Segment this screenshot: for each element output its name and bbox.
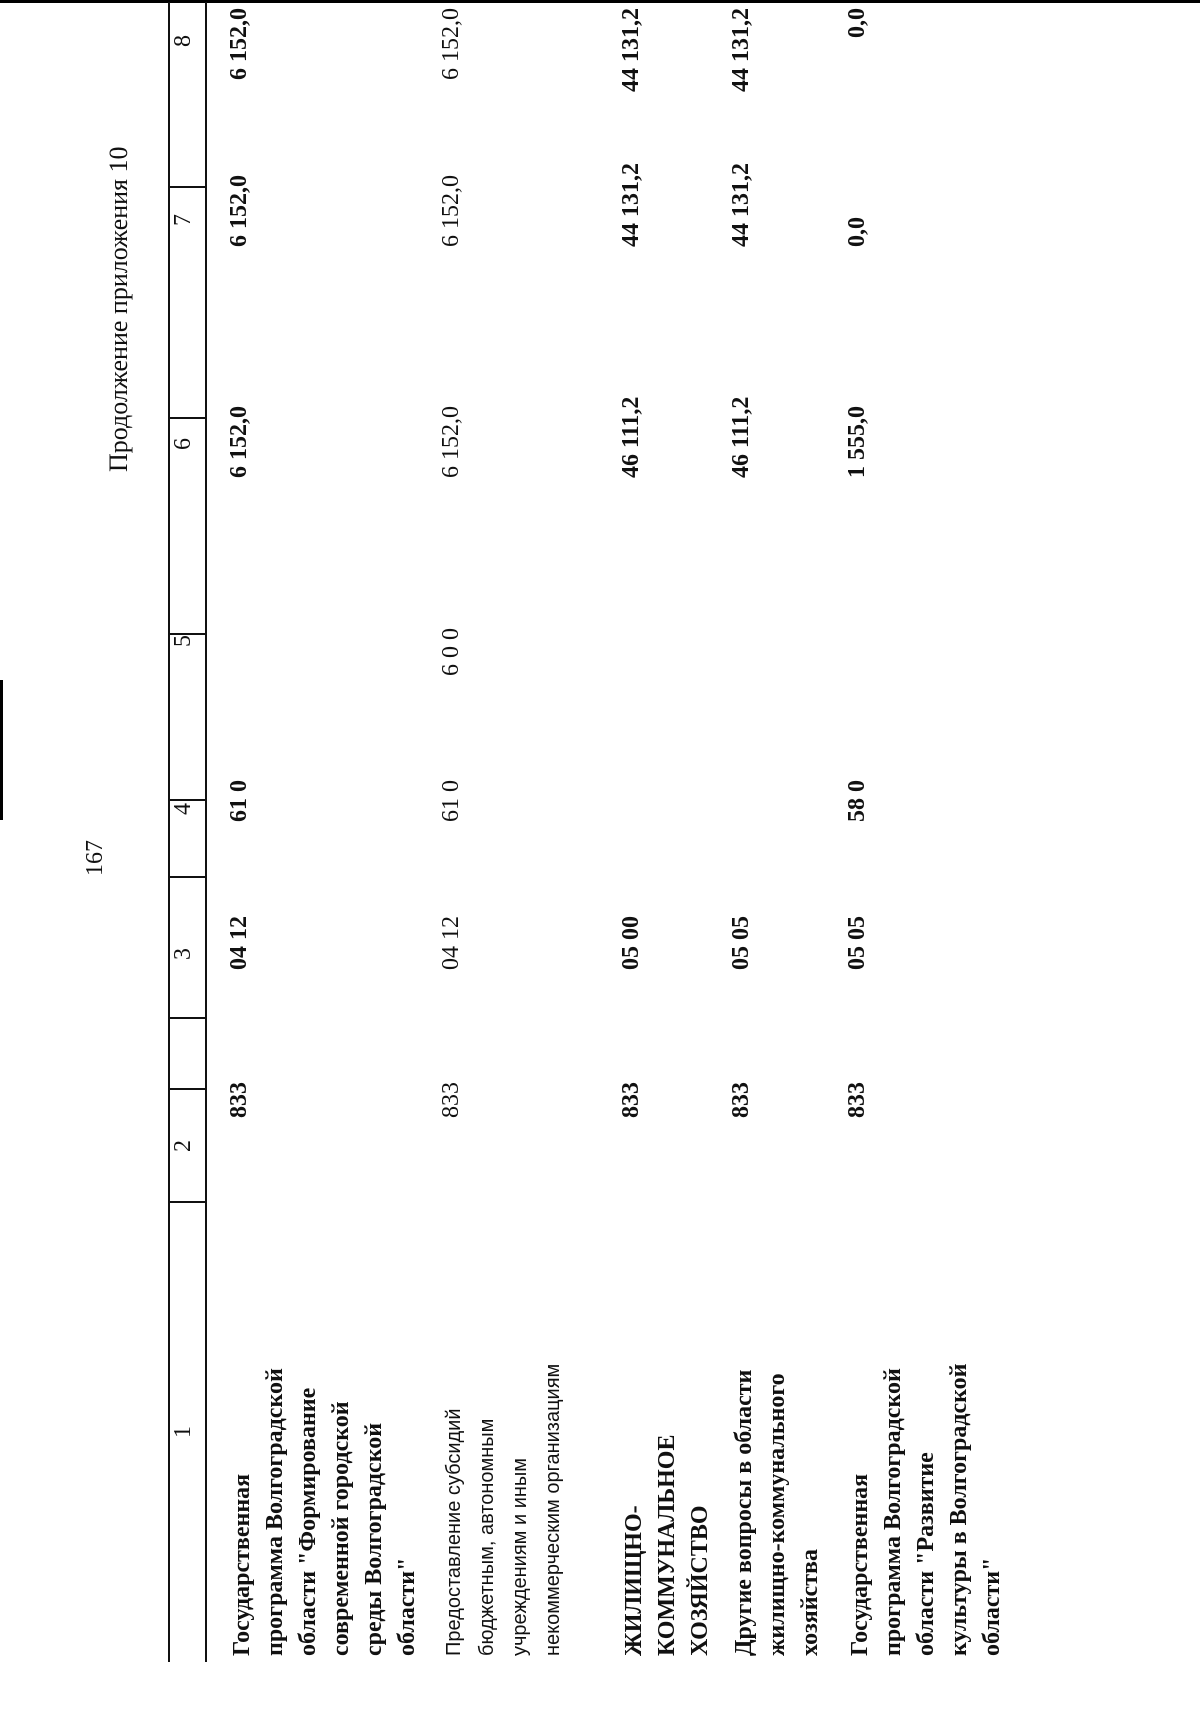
cell-col8: 0,0: [844, 8, 870, 38]
cell-col2: 833: [728, 1082, 754, 1118]
cell-col8: 6 152,0: [438, 8, 464, 80]
col-divider: [168, 877, 206, 879]
column-header-3: 3: [170, 948, 196, 960]
cell-col3: 04 12: [438, 916, 464, 970]
cell-col4: 58 0: [844, 780, 870, 822]
row-label: Другие вопросы в области жилищно-коммунального хозяйства: [731, 1369, 823, 1656]
cell-col8: 44 131,2: [618, 8, 644, 92]
row-label: Государственная программа Волгоградской области "Развитие культуры в Волгоградской области": [847, 1363, 1005, 1656]
col-divider: [168, 1018, 206, 1020]
col-divider: [168, 1089, 206, 1091]
cell-col6: 6 152,0: [226, 406, 252, 478]
cell-col3: 04 12: [226, 916, 252, 970]
cell-col6: 1 555,0: [844, 406, 870, 478]
cell-col2: 833: [844, 1082, 870, 1118]
page-number: 167: [82, 840, 108, 876]
cell-col8: 6 152,0: [226, 8, 252, 80]
col-divider: [168, 187, 206, 189]
cell-col7: 44 131,2: [728, 163, 754, 247]
cell-col2: 833: [226, 1082, 252, 1118]
appendix-continuation-label: Продолжение приложения 10: [104, 146, 133, 472]
cell-col4: 61 0: [438, 780, 464, 822]
cell-col2: 833: [438, 1082, 464, 1118]
cell-col6: 46 111,2: [618, 396, 644, 478]
column-header-6: 6: [170, 438, 196, 450]
cell-col7: 44 131,2: [618, 163, 644, 247]
row-label: Государственная программа Волгоградской области "Формирование современной городской среды Волгоградской области": [229, 1368, 420, 1656]
col-divider: [168, 418, 206, 420]
cell-col8: 44 131,2: [728, 8, 754, 92]
cell-col7: 0,0: [844, 217, 870, 247]
cell-col7: 6 152,0: [438, 175, 464, 247]
cell-col7: 6 152,0: [226, 175, 252, 247]
cell-col6: 46 111,2: [728, 396, 754, 478]
cell-col5: 6 0 0: [438, 628, 464, 676]
cell-col3: 05 00: [618, 916, 644, 970]
column-header-8: 8: [170, 35, 196, 47]
column-header-7: 7: [170, 214, 196, 226]
cell-col3: 05 05: [728, 916, 754, 970]
column-header-1: 1: [170, 1426, 196, 1438]
cell-col2: 833: [618, 1082, 644, 1118]
column-header-5: 5: [170, 635, 196, 647]
col-divider: [168, 1202, 206, 1204]
column-header-4: 4: [170, 803, 196, 815]
cell-col3: 05 05: [844, 916, 870, 970]
column-header-2: 2: [170, 1140, 196, 1152]
row-label: Предоставление субсидий бюджетным, автономным учреждениям и иным некоммерческим организациям: [443, 1363, 564, 1656]
cell-col4: 61 0: [226, 780, 252, 822]
row-label: ЖИЛИЩНО-КОММУНАЛЬНОЕ ХОЗЯЙСТВО: [621, 1434, 713, 1656]
cell-col6: 6 152,0: [438, 406, 464, 478]
header-bottom-border: [205, 2, 207, 1662]
